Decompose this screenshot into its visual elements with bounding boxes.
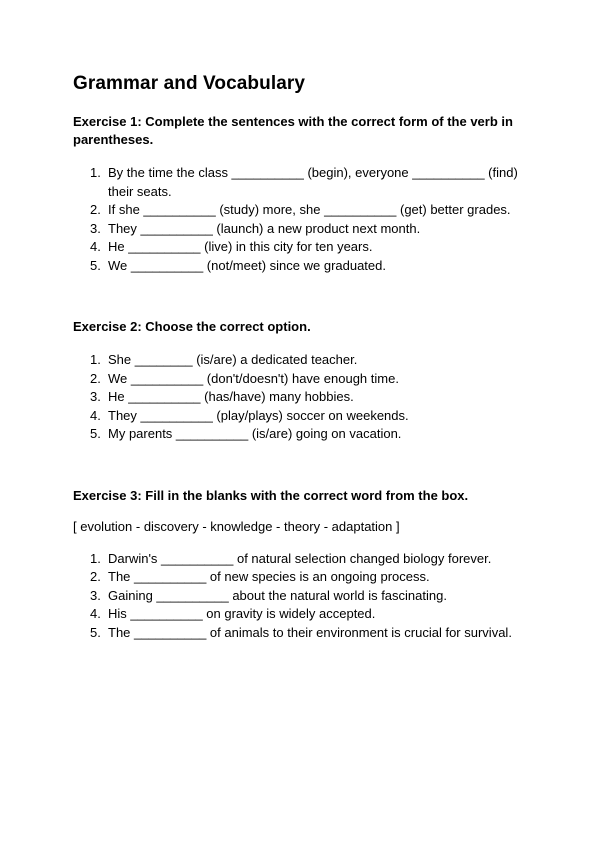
item-text: Darwin's __________ of natural selection changed biology forever. xyxy=(108,550,492,566)
item-number: 4. xyxy=(90,407,101,423)
exercise-2-heading: Exercise 2: Choose the correct option. xyxy=(73,319,311,334)
list-item xyxy=(73,624,533,643)
item-text: They __________ (launch) a new product next month. xyxy=(108,220,421,236)
item-number: 5. xyxy=(90,426,101,441)
item-number: 1. xyxy=(90,352,101,367)
item-text: The __________ of new species is an ongoing process. xyxy=(108,569,430,584)
list-item xyxy=(73,605,533,624)
list-item xyxy=(73,238,533,257)
list-item xyxy=(73,201,533,220)
item-number: 4. xyxy=(90,239,101,254)
exercise-2 xyxy=(73,318,533,444)
list-item xyxy=(73,257,533,276)
list-item xyxy=(73,407,533,426)
list-item xyxy=(73,587,533,606)
exercise-1-heading: Exercise 1: Complete the sentences with the correct form of the verb in parentheses. xyxy=(73,114,513,147)
item-text: We __________ (don't/doesn't) have enough time. xyxy=(108,370,399,386)
item-text: They __________ (play/plays) soccer on weekends. xyxy=(108,407,409,423)
list-item xyxy=(73,425,533,444)
item-text: My parents __________ (is/are) going on vacation. xyxy=(108,426,402,441)
exercise-3 xyxy=(73,487,533,643)
item-number: 1. xyxy=(90,165,101,180)
item-number: 2. xyxy=(90,370,101,386)
list-item xyxy=(73,568,533,587)
item-text: He __________ (live) in this city for ten years. xyxy=(108,239,373,254)
item-number: 1. xyxy=(90,550,101,566)
item-number: 4. xyxy=(90,606,101,621)
exercise-1-list xyxy=(73,164,533,275)
item-text: We __________ (not/meet) since we graduated. xyxy=(108,257,386,273)
exercise-3-list xyxy=(73,550,533,643)
list-item xyxy=(73,388,533,407)
item-text: The __________ of animals to their environment is crucial for survival. xyxy=(108,624,512,640)
worksheet-page xyxy=(73,72,533,642)
item-number: 2. xyxy=(90,569,101,584)
item-text: She ________ (is/are) a dedicated teacher. xyxy=(108,352,358,367)
exercise-2-list xyxy=(73,351,533,444)
item-number: 5. xyxy=(90,624,101,640)
word-box: [ evolution - discovery - knowledge - theory - adaptation ] xyxy=(73,518,400,534)
page-title: Grammar and Vocabulary xyxy=(73,73,306,94)
item-number: 3. xyxy=(90,587,101,603)
item-number: 3. xyxy=(90,220,101,236)
item-text: Gaining __________ about the natural world is fascinating. xyxy=(108,587,447,603)
list-item xyxy=(73,351,533,370)
list-item xyxy=(73,220,533,239)
list-item xyxy=(73,370,533,389)
item-text: His __________ on gravity is widely accepted. xyxy=(108,606,376,621)
item-text: By the time the class __________ (begin), everyone __________ (find) their seats. xyxy=(108,165,518,199)
list-item xyxy=(73,164,533,201)
item-number: 5. xyxy=(90,257,101,273)
item-number: 2. xyxy=(90,202,101,217)
item-number: 3. xyxy=(90,389,101,404)
exercise-3-heading: Exercise 3: Fill in the blanks with the correct word from the box. xyxy=(73,487,469,503)
exercise-1 xyxy=(73,113,533,275)
item-text: He __________ (has/have) many hobbies. xyxy=(108,389,354,404)
list-item xyxy=(73,550,533,569)
item-text: If she __________ (study) more, she __________ (get) better grades. xyxy=(108,202,511,217)
